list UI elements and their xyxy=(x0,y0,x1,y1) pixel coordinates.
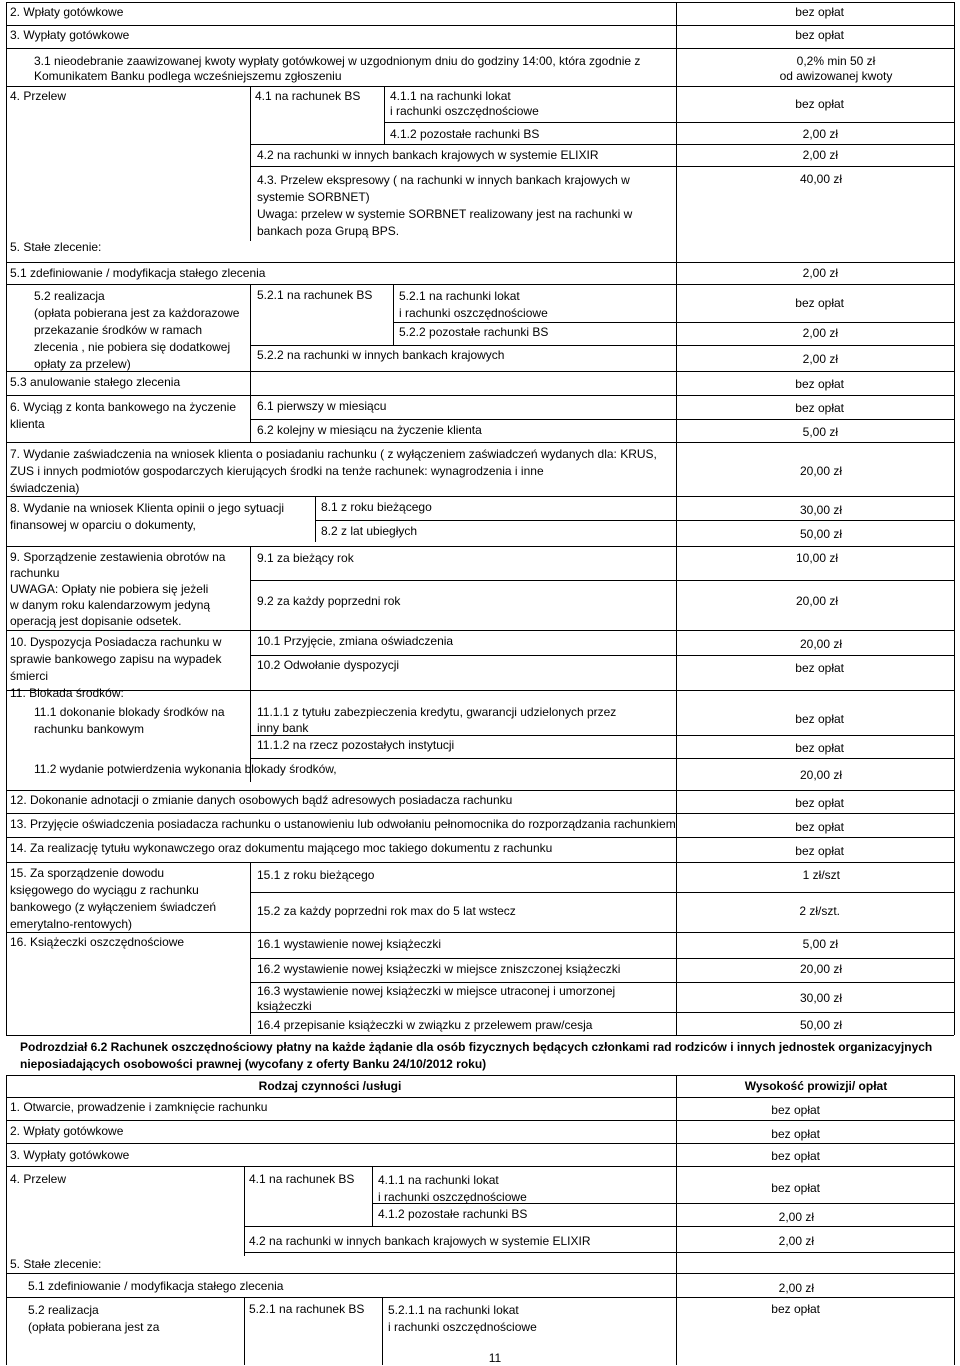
s2-row-3-label: 3. Wypłaty gotówkowe xyxy=(10,1148,130,1162)
row-6-1-label: 6.1 pierwszy w miesiącu xyxy=(257,399,387,413)
row-4-1-1-label: 4.1.1 na rachunki lokat i rachunki oszczędnościowe xyxy=(390,89,539,118)
s2-row-2-fee: bez opłat xyxy=(771,1127,820,1141)
s2-row-5-2-1-label: 5.2.1 na rachunek BS xyxy=(249,1302,365,1316)
row-16-3-fee: 30,00 zł xyxy=(799,991,842,1005)
row-5-2-2-fee: 2,00 zł xyxy=(802,352,838,366)
row-5-3-label: 5.3 anulowanie stałego zlecenia xyxy=(10,375,181,389)
row-2-label: 2. Wpłaty gotówkowe xyxy=(10,5,124,19)
row-5-2-2-label: 5.2.2 na rachunki w innych bankach krajowych xyxy=(257,348,505,362)
row-11-1-2-label: 11.1.2 na rzecz pozostałych instytucji xyxy=(257,738,455,752)
row-8-label: 8. Wydanie na wniosek Klienta opinii o jego sytuacji finansowej w oparciu o dokumenty, xyxy=(10,501,285,532)
s2-row-4-2-fee: 2,00 zł xyxy=(778,1234,814,1248)
row-9-2-fee: 20,00 zł xyxy=(795,594,838,608)
row-10-label: 10. Dyspozycja Posiadacza rachunku w sprawie bankowego zapisu na wypadek śmierci xyxy=(10,635,222,683)
row-3-label: 3. Wypłaty gotówkowe xyxy=(10,28,130,42)
row-9-1-fee: 10,00 zł xyxy=(795,551,838,565)
row-3-1-label: 3.1 nieodebranie zaawizowanej kwoty wypłaty gotówkowej w uzgodnionym dniu do godziny 14:00, która zgodnie z Komunikatem Banku podlega wcześniejszemu zgłoszeniu xyxy=(34,54,641,83)
row-8-2-label: 8.2 z lat ubiegłych xyxy=(321,524,418,538)
s2-row-3-fee: bez opłat xyxy=(771,1149,820,1163)
row-16-2-fee: 20,00 zł xyxy=(799,962,842,976)
row-13-fee: bez opłat xyxy=(795,820,844,834)
row-16-4-label: 16.4 przepisanie książeczki w związku z przelewem praw/cesja xyxy=(257,1018,593,1032)
s2-row-4-1-1-fee: bez opłat xyxy=(771,1181,820,1195)
row-6-1-fee: bez opłat xyxy=(795,401,844,415)
row-11-1-label: 11.1 dokonanie blokady środków na rachunku bankowym xyxy=(34,705,225,736)
row-10-2-fee: bez opłat xyxy=(795,661,844,675)
row-16-1-fee: 5,00 zł xyxy=(802,937,838,951)
row-15-2-label: 15.2 za każdy poprzedni rok max do 5 lat wstecz xyxy=(257,904,516,918)
row-8-1-fee: 30,00 zł xyxy=(799,503,842,517)
s2-row-1-fee: bez opłat xyxy=(771,1103,820,1117)
row-9-label: 9. Sporządzenie zestawienia obrotów na rachunku UWAGA: Opłaty nie pobiera się jeżeli w danym roku kalendarzowym jedyną operacją jest dopisanie odsetek. xyxy=(10,550,226,628)
s2-row-4-1-1-label: 4.1.1 na rachunki lokat i rachunki oszczędnościowe xyxy=(378,1173,527,1204)
s2-row-4-1-2-fee: 2,00 zł xyxy=(778,1210,814,1224)
row-6-2-fee: 5,00 zł xyxy=(802,425,838,439)
row-10-2-label: 10.2 Odwołanie dyspozycji xyxy=(257,658,400,672)
row-15-2-fee: 2 zł/szt. xyxy=(799,904,840,918)
row-11-1-1-fee: bez opłat xyxy=(795,712,844,726)
row-14-label: 14. Za realizację tytułu wykonawczego oraz dokumentu mającego moc takiego dokumentu z rachunku xyxy=(10,841,553,855)
row-4-1-2-label: 4.1.2 pozostałe rachunki BS xyxy=(390,127,540,141)
row-5-label: 5. Stałe zlecenie: xyxy=(10,240,102,254)
s2-row-5-1-label: 5.1 zdefiniowanie / modyfikacja stałego zlecenia xyxy=(28,1279,284,1293)
row-13-label: 13. Przyjęcie oświadczenia posiadacza rachunku o ustanowieniu lub odwołaniu pełnomocnika do rozporządzania rachunkiem xyxy=(10,817,676,831)
row-6-label: 6. Wyciąg z konta bankowego na życzenie klienta xyxy=(10,400,237,431)
s2-row-4-label: 4. Przelew xyxy=(10,1172,67,1186)
s2-row-2-label: 2. Wpłaty gotówkowe xyxy=(10,1124,124,1138)
row-5-2-1-1-label: 5.2.1 na rachunki lokat i rachunki oszczędnościowe xyxy=(399,289,548,320)
row-15-1-fee: 1 zł/szt xyxy=(802,868,840,882)
row-14-fee: bez opłat xyxy=(795,844,844,858)
row-16-label: 16. Książeczki oszczędnościowe xyxy=(10,935,185,949)
header-fee: Wysokość prowizji/ opłat xyxy=(744,1079,888,1093)
s2-row-5-1-fee: 2,00 zł xyxy=(778,1281,814,1295)
row-5-3-fee: bez opłat xyxy=(795,377,844,391)
row-15-1-label: 15.1 z roku bieżącego xyxy=(257,868,375,882)
page-number: 11 xyxy=(488,1351,502,1365)
row-10-1-fee: 20,00 zł xyxy=(799,637,842,651)
row-11-label: 11. Blokada środków: xyxy=(10,686,124,700)
row-4-1-label: 4.1 na rachunek BS xyxy=(255,89,361,103)
row-5-2-1-2-fee: 2,00 zł xyxy=(802,326,838,340)
row-11-2-label: 11.2 wydanie potwierdzenia wykonania blokady środków, xyxy=(34,762,337,776)
s2-row-4-1-label: 4.1 na rachunek BS xyxy=(249,1172,355,1186)
row-9-2-label: 9.2 za każdy poprzedni rok xyxy=(257,594,401,608)
row-15-label: 15. Za sporządzenie dowodu księgowego do wyciągu z rachunku bankowego (z wyłączeniem świadczeń emerytalno-rentowych) xyxy=(10,866,217,931)
row-7-fee: 20,00 zł xyxy=(799,464,842,478)
row-5-2-1-2-label: 5.2.2 pozostałe rachunki BS xyxy=(399,325,549,339)
row-4-2-fee: 2,00 zł xyxy=(802,148,838,162)
row-8-2-fee: 50,00 zł xyxy=(799,527,842,541)
s2-row-5-2-1-1-fee: bez opłat xyxy=(771,1302,820,1316)
s2-row-5-2-label: 5.2 realizacja (opłata pobierana jest za xyxy=(28,1303,160,1334)
row-12-fee: bez opłat xyxy=(795,796,844,810)
row-4-3-label: 4.3. Przelew ekspresowy ( na rachunki w innych bankach krajowych w systemie SORBNET) Uwaga: przelew w systemie SORBNET realizowany jest na rachunki w bankach poza Grupą BPS. xyxy=(257,173,633,238)
s2-row-1-label: 1. Otwarcie, prowadzenie i zamknięcie rachunku xyxy=(10,1100,268,1114)
row-9-1-label: 9.1 za bieżący rok xyxy=(257,551,354,565)
s2-row-4-2-label: 4.2 na rachunki w innych bankach krajowych w systemie ELIXIR xyxy=(249,1234,591,1248)
s2-row-5-label: 5. Stałe zlecenie: xyxy=(10,1257,102,1271)
row-16-1-label: 16.1 wystawienie nowej książeczki xyxy=(257,937,442,951)
header-service: Rodzaj czynności /usługi xyxy=(258,1079,402,1093)
row-4-2-label: 4.2 na rachunki w innych bankach krajowych w systemie ELIXIR xyxy=(257,148,599,162)
row-7-label: 7. Wydanie zaświadczenia na wniosek klienta o posiadaniu rachunku ( z wyłączeniem zaświadczeń wydanych dla: KRUS, ZUS i innych podmiotów gospodarczych kierujących środki na tenże rachunek: wynagrodzenia i inne świadczenia) xyxy=(10,447,657,495)
s2-row-4-1-2-label: 4.1.2 pozostałe rachunki BS xyxy=(378,1207,528,1221)
row-5-2-1-label: 5.2.1 na rachunek BS xyxy=(257,288,373,302)
row-3-1-fee: 0,2% min 50 zł od awizowanej kwoty xyxy=(779,54,893,83)
row-16-3-label: 16.3 wystawienie nowej książeczki w miejsce utraconej i umorzonej książeczki xyxy=(257,984,616,1013)
row-4-label: 4. Przelew xyxy=(10,89,67,103)
row-5-2-label: 5.2 realizacja (opłata pobierana jest za każdorazowe przekazanie środków w ramach zlecenia , nie pobiera się dodatkowej opłaty za przelew) xyxy=(34,289,240,371)
row-5-2-1-1-fee: bez opłat xyxy=(795,296,844,310)
row-11-1-2-fee: bez opłat xyxy=(795,741,844,755)
row-16-4-fee: 50,00 zł xyxy=(799,1018,842,1032)
row-3-fee: bez opłat xyxy=(795,28,844,42)
row-5-1-fee: 2,00 zł xyxy=(802,266,838,280)
row-4-1-1-fee: bez opłat xyxy=(795,97,844,111)
s2-row-5-2-1-1-label: 5.2.1.1 na rachunki lokat i rachunki oszczędnościowe xyxy=(388,1303,537,1334)
row-6-2-label: 6.2 kolejny w miesiącu na życzenie klienta xyxy=(257,423,482,437)
row-5-1-label: 5.1 zdefiniowanie / modyfikacja stałego zlecenia xyxy=(10,266,266,280)
row-11-2-fee: 20,00 zł xyxy=(799,768,842,782)
row-8-1-label: 8.1 z roku bieżącego xyxy=(321,500,432,514)
row-12-label: 12. Dokonanie adnotacji o zmianie danych osobowych bądź adresowych posiadacza rachunku xyxy=(10,793,513,807)
row-10-1-label: 10.1 Przyjęcie, zmiana oświadczenia xyxy=(257,634,454,648)
row-4-1-2-fee: 2,00 zł xyxy=(802,127,838,141)
row-11-1-1-label: 11.1.1 z tytułu zabezpieczenia kredytu, gwarancji udzielonych przez inny bank xyxy=(257,705,617,735)
subsection-title: Podrozdział 6.2 Rachunek oszczędnościowy płatny na każde żądanie dla osób fizycznych będących członkami rad rodziców i innych jednostek organizacyjnych nieposiadających osobowości prawnej (wycofany z oferty Banku 24/10/2012 roku) xyxy=(20,1040,933,1071)
row-2-fee: bez opłat xyxy=(795,5,844,19)
row-4-3-fee: 40,00 zł xyxy=(799,172,842,186)
row-16-2-label: 16.2 wystawienie nowej książeczki w miejsce zniszczonej książeczki xyxy=(257,962,621,976)
